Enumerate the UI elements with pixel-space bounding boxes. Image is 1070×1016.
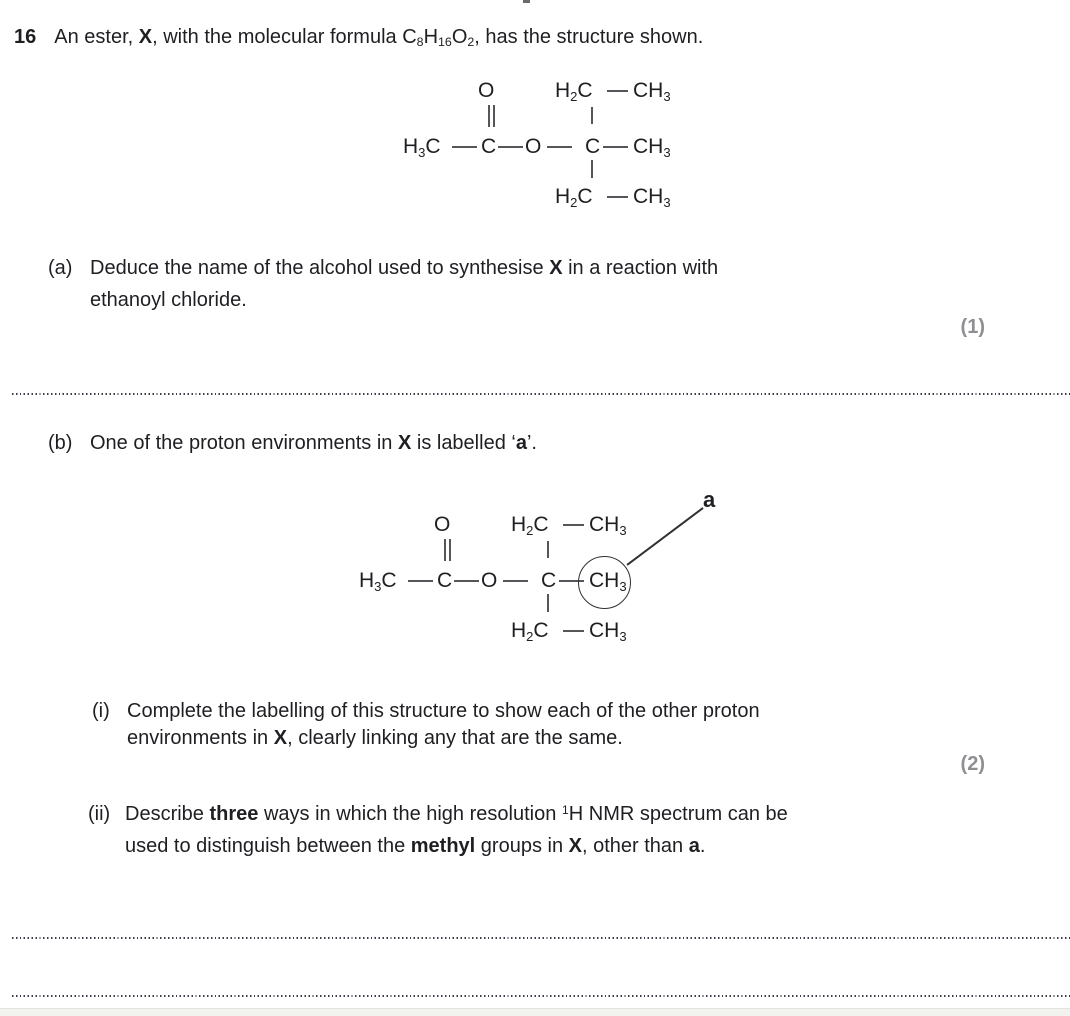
part-bi-label: (i) — [92, 700, 110, 722]
part-bii-text-pre: Describe — [125, 803, 210, 825]
part-bii-nmr-formula: $^1$H NMR — [561, 803, 635, 825]
part-bii-line2-pre: used to distinguish between the — [125, 835, 411, 857]
atom-methyl-right: $CH_3$ — [633, 135, 671, 160]
part-bii-bold-a: a — [688, 835, 700, 857]
intro-text-post: , has the structure shown. — [474, 26, 704, 48]
question-16-intro — [14, 25, 703, 49]
proton-environment-label-a: a — [703, 487, 716, 512]
atom-quaternary-carbon: C — [585, 135, 601, 158]
atom-h3c: $H_3C$ — [359, 569, 397, 594]
bond-top-ch2-ch3 — [563, 524, 584, 526]
bond-top-ch2-ch3 — [607, 90, 628, 92]
bond-o-c — [547, 146, 572, 148]
part-a-text-line1 — [90, 256, 718, 280]
part-b-label: (b) — [48, 432, 73, 454]
atom-quaternary-carbon: C — [541, 569, 557, 592]
part-b-label-line — [48, 431, 72, 455]
double-bond-line-1 — [488, 105, 490, 127]
atom-ethyl-bottom-ch2: $H_2C$ — [511, 619, 549, 644]
annotation-pointer-line — [626, 507, 703, 565]
atom-ethyl-bottom-ch3: $CH_3$ — [589, 619, 627, 644]
part-b-text-pre: One of the proton environments in — [90, 432, 398, 454]
bond-top-vertical — [591, 107, 593, 124]
intro-text-pre: An ester, — [54, 26, 139, 48]
bond-bottom-vertical — [547, 594, 549, 612]
answer-rule-2 — [12, 937, 1070, 939]
atom-carbonyl-carbon: C — [481, 135, 497, 158]
atom-h3c: $H_3C$ — [403, 135, 441, 160]
bond-top-vertical — [547, 541, 549, 558]
ester-structure-1 — [403, 78, 703, 218]
part-bi-text-line2 — [127, 726, 623, 750]
bond-c-ch3 — [603, 146, 628, 148]
bond-h3c-c — [452, 146, 477, 148]
intro-text-mid: , with the molecular formula — [152, 26, 403, 48]
atom-carbonyl-carbon: C — [437, 569, 453, 592]
part-a-line2-text: ethanoyl chloride. — [90, 289, 247, 311]
page-bottom-edge — [0, 1008, 1070, 1016]
part-a-label: (a) — [48, 257, 73, 279]
part-b-bold-x: X — [397, 432, 412, 454]
atom-carbonyl-oxygen: O — [434, 513, 451, 536]
part-bii-line2-post: , other than — [581, 835, 689, 857]
page-scan-artifact — [523, 0, 530, 3]
answer-rule-3 — [12, 995, 1070, 997]
bond-c-o — [498, 146, 523, 148]
atom-ester-oxygen: O — [481, 569, 498, 592]
ester-structure-2-labelled — [359, 487, 716, 652]
part-bii-line2-mid: groups in — [475, 835, 569, 857]
bond-bottom-ch2-ch3 — [563, 630, 584, 632]
bond-bottom-vertical — [591, 160, 593, 178]
double-bond-line-2 — [449, 539, 451, 561]
answer-rule-1 — [12, 393, 1070, 395]
bond-c-o — [454, 580, 479, 582]
atom-carbonyl-oxygen: O — [478, 79, 495, 102]
bond-o-c — [503, 580, 528, 582]
part-bii-text-line2 — [125, 834, 705, 858]
part-bii-text-line1 — [125, 802, 788, 826]
part-a-text-line2 — [90, 288, 247, 312]
atom-ethyl-top-ch2: $H_2C$ — [511, 513, 549, 538]
part-bii-bold-methyl: methyl — [410, 835, 476, 857]
atom-ethyl-top-ch3: $CH_3$ — [589, 513, 627, 538]
atom-ethyl-bottom-ch2: $H_2C$ — [555, 185, 593, 210]
part-a-text-post: in a reaction with — [562, 257, 719, 279]
part-bii-text-mid: ways in which the high resolution — [258, 803, 562, 825]
part-bi-text-post: , clearly linking any that are the same. — [287, 727, 623, 749]
part-a-bold-x: X — [549, 257, 563, 279]
question-number: 16 — [14, 26, 37, 48]
intro-bold-x: X — [138, 26, 153, 48]
mark-part-bi: (2) — [960, 753, 985, 775]
atom-ethyl-top-ch2: $H_2C$ — [555, 79, 593, 104]
atom-methyl-right: $CH_3$ — [589, 569, 627, 594]
bond-bottom-ch2-ch3 — [607, 196, 628, 198]
circled-methyl-annotation — [578, 556, 631, 609]
part-bii-line2-end: . — [699, 835, 706, 857]
part-b-text-mid: is labelled ‘ — [411, 432, 516, 454]
part-bi-label-line — [92, 699, 110, 723]
atom-ethyl-bottom-ch3: $CH_3$ — [633, 185, 671, 210]
intro-molecular-formula: $C_8H_{16}O_2$ — [402, 26, 475, 50]
atom-ethyl-top-ch3: $CH_3$ — [633, 79, 671, 104]
part-bi-line1-text: Complete the labelling of this structure to show each of the other proton — [127, 700, 760, 722]
mark-part-a: (1) — [960, 316, 985, 338]
part-bi-text-line1 — [127, 699, 760, 723]
part-bii-bold-three: three — [209, 803, 259, 825]
bond-h3c-c — [408, 580, 433, 582]
part-bi-text-pre: environments in — [127, 727, 274, 749]
part-b-text-post: ’. — [526, 432, 537, 454]
double-bond-line-1 — [444, 539, 446, 561]
part-a-text-pre: Deduce the name of the alcohol used to synthesise — [90, 257, 550, 279]
part-bii-label-line — [88, 802, 110, 826]
double-bond-line-2 — [493, 105, 495, 127]
part-b-text — [90, 431, 537, 455]
part-bii-bold-x: X — [568, 835, 582, 857]
atom-ester-oxygen: O — [525, 135, 542, 158]
part-bii-text-post: spectrum can be — [634, 803, 788, 825]
part-a-line1 — [48, 256, 72, 280]
part-bii-label: (ii) — [88, 803, 111, 825]
part-b-bold-a: a — [515, 432, 527, 454]
part-bi-bold-x: X — [273, 727, 288, 749]
